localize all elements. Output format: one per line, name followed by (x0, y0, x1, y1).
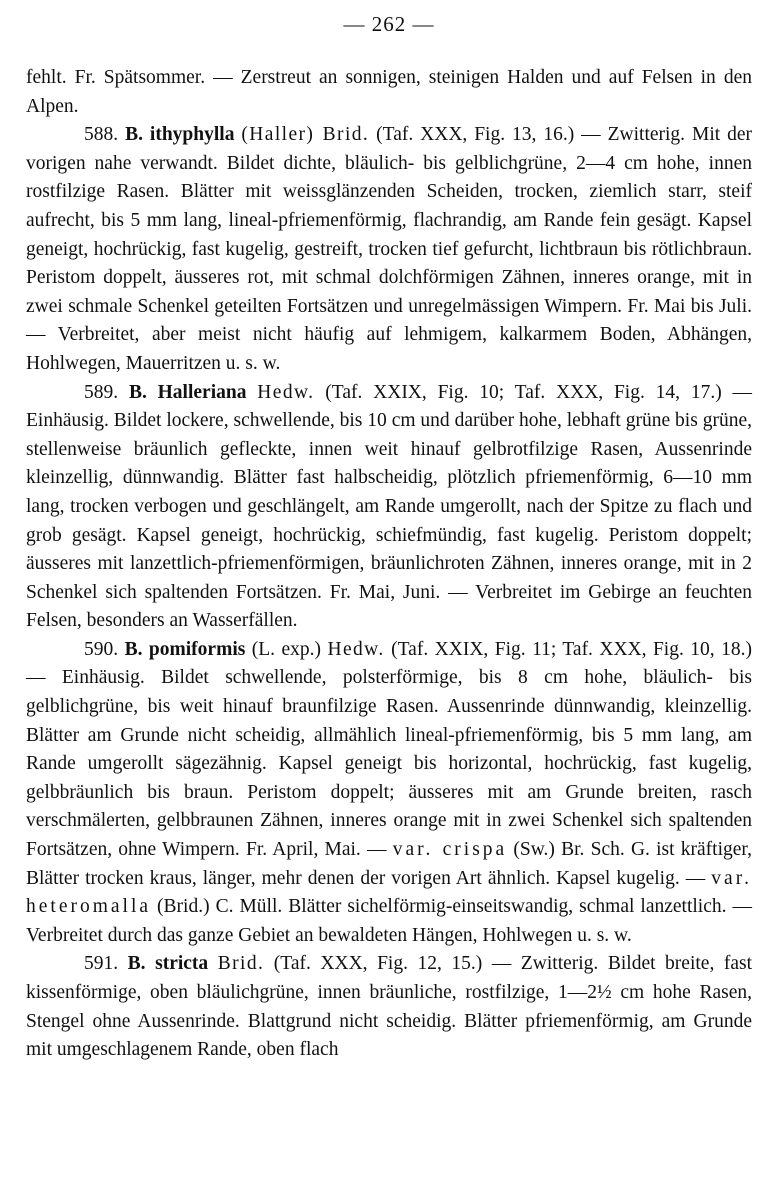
run-text (246, 382, 257, 403)
run-var-label: var. crispa (392, 839, 508, 861)
run-genus: B. (127, 953, 156, 975)
run-author: Hedw. (257, 381, 315, 403)
run-species: pomiformis (148, 638, 246, 660)
run-text: (Sw.) Br. Sch. G. ist kräftiger, Blätter trocken kraus, länger, mehr denen der vorigen Art ähnlich. Kapsel kugelig. — (26, 839, 752, 889)
text-body (26, 64, 752, 1065)
run-text: (Taf. XXX, Fig. 12, 15.) — Zwitterig. Bildet breite, fast kissenförmige, oben bläulichgrüne, innen bräunliche, rostfilzige, 1—2½ cm hohe Rasen, Stengel ohne Aussenrinde. Blattgrund nicht scheidig. Blätter pfriemenförmig, am Grunde mit umgeschlagenem Rande, oben flach (26, 953, 753, 1061)
run-author: Hedw. (327, 638, 385, 660)
run-species: Halleriana (157, 381, 247, 403)
paragraph-species-591 (26, 950, 752, 1064)
run-var-label: var. heteromalla (26, 867, 752, 918)
run-num: 590. (84, 638, 125, 660)
paragraph-species-589 (26, 379, 752, 636)
run-text: (Brid.) C. Müll. Blätter sichelförmig-einseitswandig, schmal lanzettlich. — Verbreitet durch das ganze Gebiet an bewaldeten Hängen, Hohlwegen u. s. w. (26, 896, 752, 946)
run-genus: B. (128, 381, 158, 403)
page-number: — 262 — (343, 12, 435, 36)
run-text: fehlt. Fr. Spätsommer. — Zerstreut an sonnigen, steinigen Halden und auf Felsen in den Alpen. (26, 67, 752, 117)
paragraph-continuation (26, 64, 752, 121)
run-genus: B. (125, 124, 150, 146)
document-page (26, 10, 752, 1065)
run-text: (Taf. XXX, Fig. 13, 16.) — Zwitterig. Mit der vorigen nahe verwandt. Bildet dichte, bläulich- bis gelblichgrüne, 2—4 cm hohe, innen rostfilzige Rasen. Blätter mit weissglänzenden Scheiden, trocken, ziemlich starr, steif aufrecht, bis 5 mm lang, lineal-pfriemenförmig, flachrandig, am Rande fein gesägt. Kapsel geneigt, hochrückig, fast kugelig, gestreift, trocken tief gefurcht, lichtbraun bis rötlichbraun. Peristom doppelt, äusseres rot, mit schmal dolchförmigen Zähnen, inneres orange, mit in zwei schmale Schenkel geteilten Fortsätzen und unregelmässigen Wimpern. Fr. Mai bis Juli. — Verbreitet, aber meist nicht häufig auf lehmigem, kalkarmem Boden, Abhängen, Hohlwegen, Mauerritzen u. s. w. (26, 124, 753, 374)
run-species: stricta (155, 953, 209, 975)
paragraph-species-588 (26, 121, 752, 378)
run-num: 589. (84, 381, 129, 403)
run-species: ithyphylla (149, 124, 235, 146)
paragraph-species-590 (26, 636, 752, 951)
run-author: (Haller) Brid. (241, 124, 370, 146)
run-text: (L. exp.) (245, 638, 328, 660)
run-text: (Taf. XXIX, Fig. 10; Taf. XXX, Fig. 14, 17.) — Einhäusig. Bildet lockere, schwellende, bis 10 cm und darüber hohe, lebhaft grüne bis grüne, stellenweise bräunlich gefleckte, innen weit hinauf gelbrotfilzige Rasen, Aussenrinde kleinzellig, dünnwandig. Blätter fast halbscheidig, plötzlich pfriemenförmig, 6—10 mm lang, trocken verbogen und geschlängelt, am Rande umgerollt, nach der Spitze zu flach und grob gesägt. Kapsel geneigt, hochrückig, schiefmündig, fast kugelig. Peristom doppelt; äusseres mit lanzettlich-pfriemenförmigen, bräunlichroten Zähnen, inneres orange, mit in 2 Schenkel sich spaltenden Fortsätzen. Fr. Mai, Juni. — Verbreitet im Gebirge an feuchten Felsen, besonders an Wasserfällen. (26, 381, 753, 632)
run-genus: B. (124, 638, 149, 660)
run-text: (Taf. XXIX, Fig. 11; Taf. XXX, Fig. 10, 18.) — Einhäusig. Bildet schwellende, polsterförmige, bis 8 cm hohe, bläulich- bis gelblichgrüne, bis weit hinauf braunfilzige Rasen. Aussenrinde dünnwandig, kleinzellig. Blätter am Grunde nicht scheidig, allmählich lineal-pfriemenförmig, bis 5 mm lang, am Rande umgerollt sägezähnig. Kapsel geneigt bis horizontal, hochrückig, fast kugelig, gelbbräunlich bis braun. Peristom doppelt; äusseres mit am Grunde breiten, rasch verschmälerten, gelbbraunen Zähnen, inneres orange mit in zwei Schenkel sich spaltenden Fortsätzen, ohne Wimpern. Fr. April, Mai. — (26, 638, 752, 861)
run-author: Brid. (217, 953, 265, 975)
run-text (208, 953, 218, 974)
run-num: 591. (84, 953, 128, 975)
run-num: 588. (84, 124, 126, 146)
